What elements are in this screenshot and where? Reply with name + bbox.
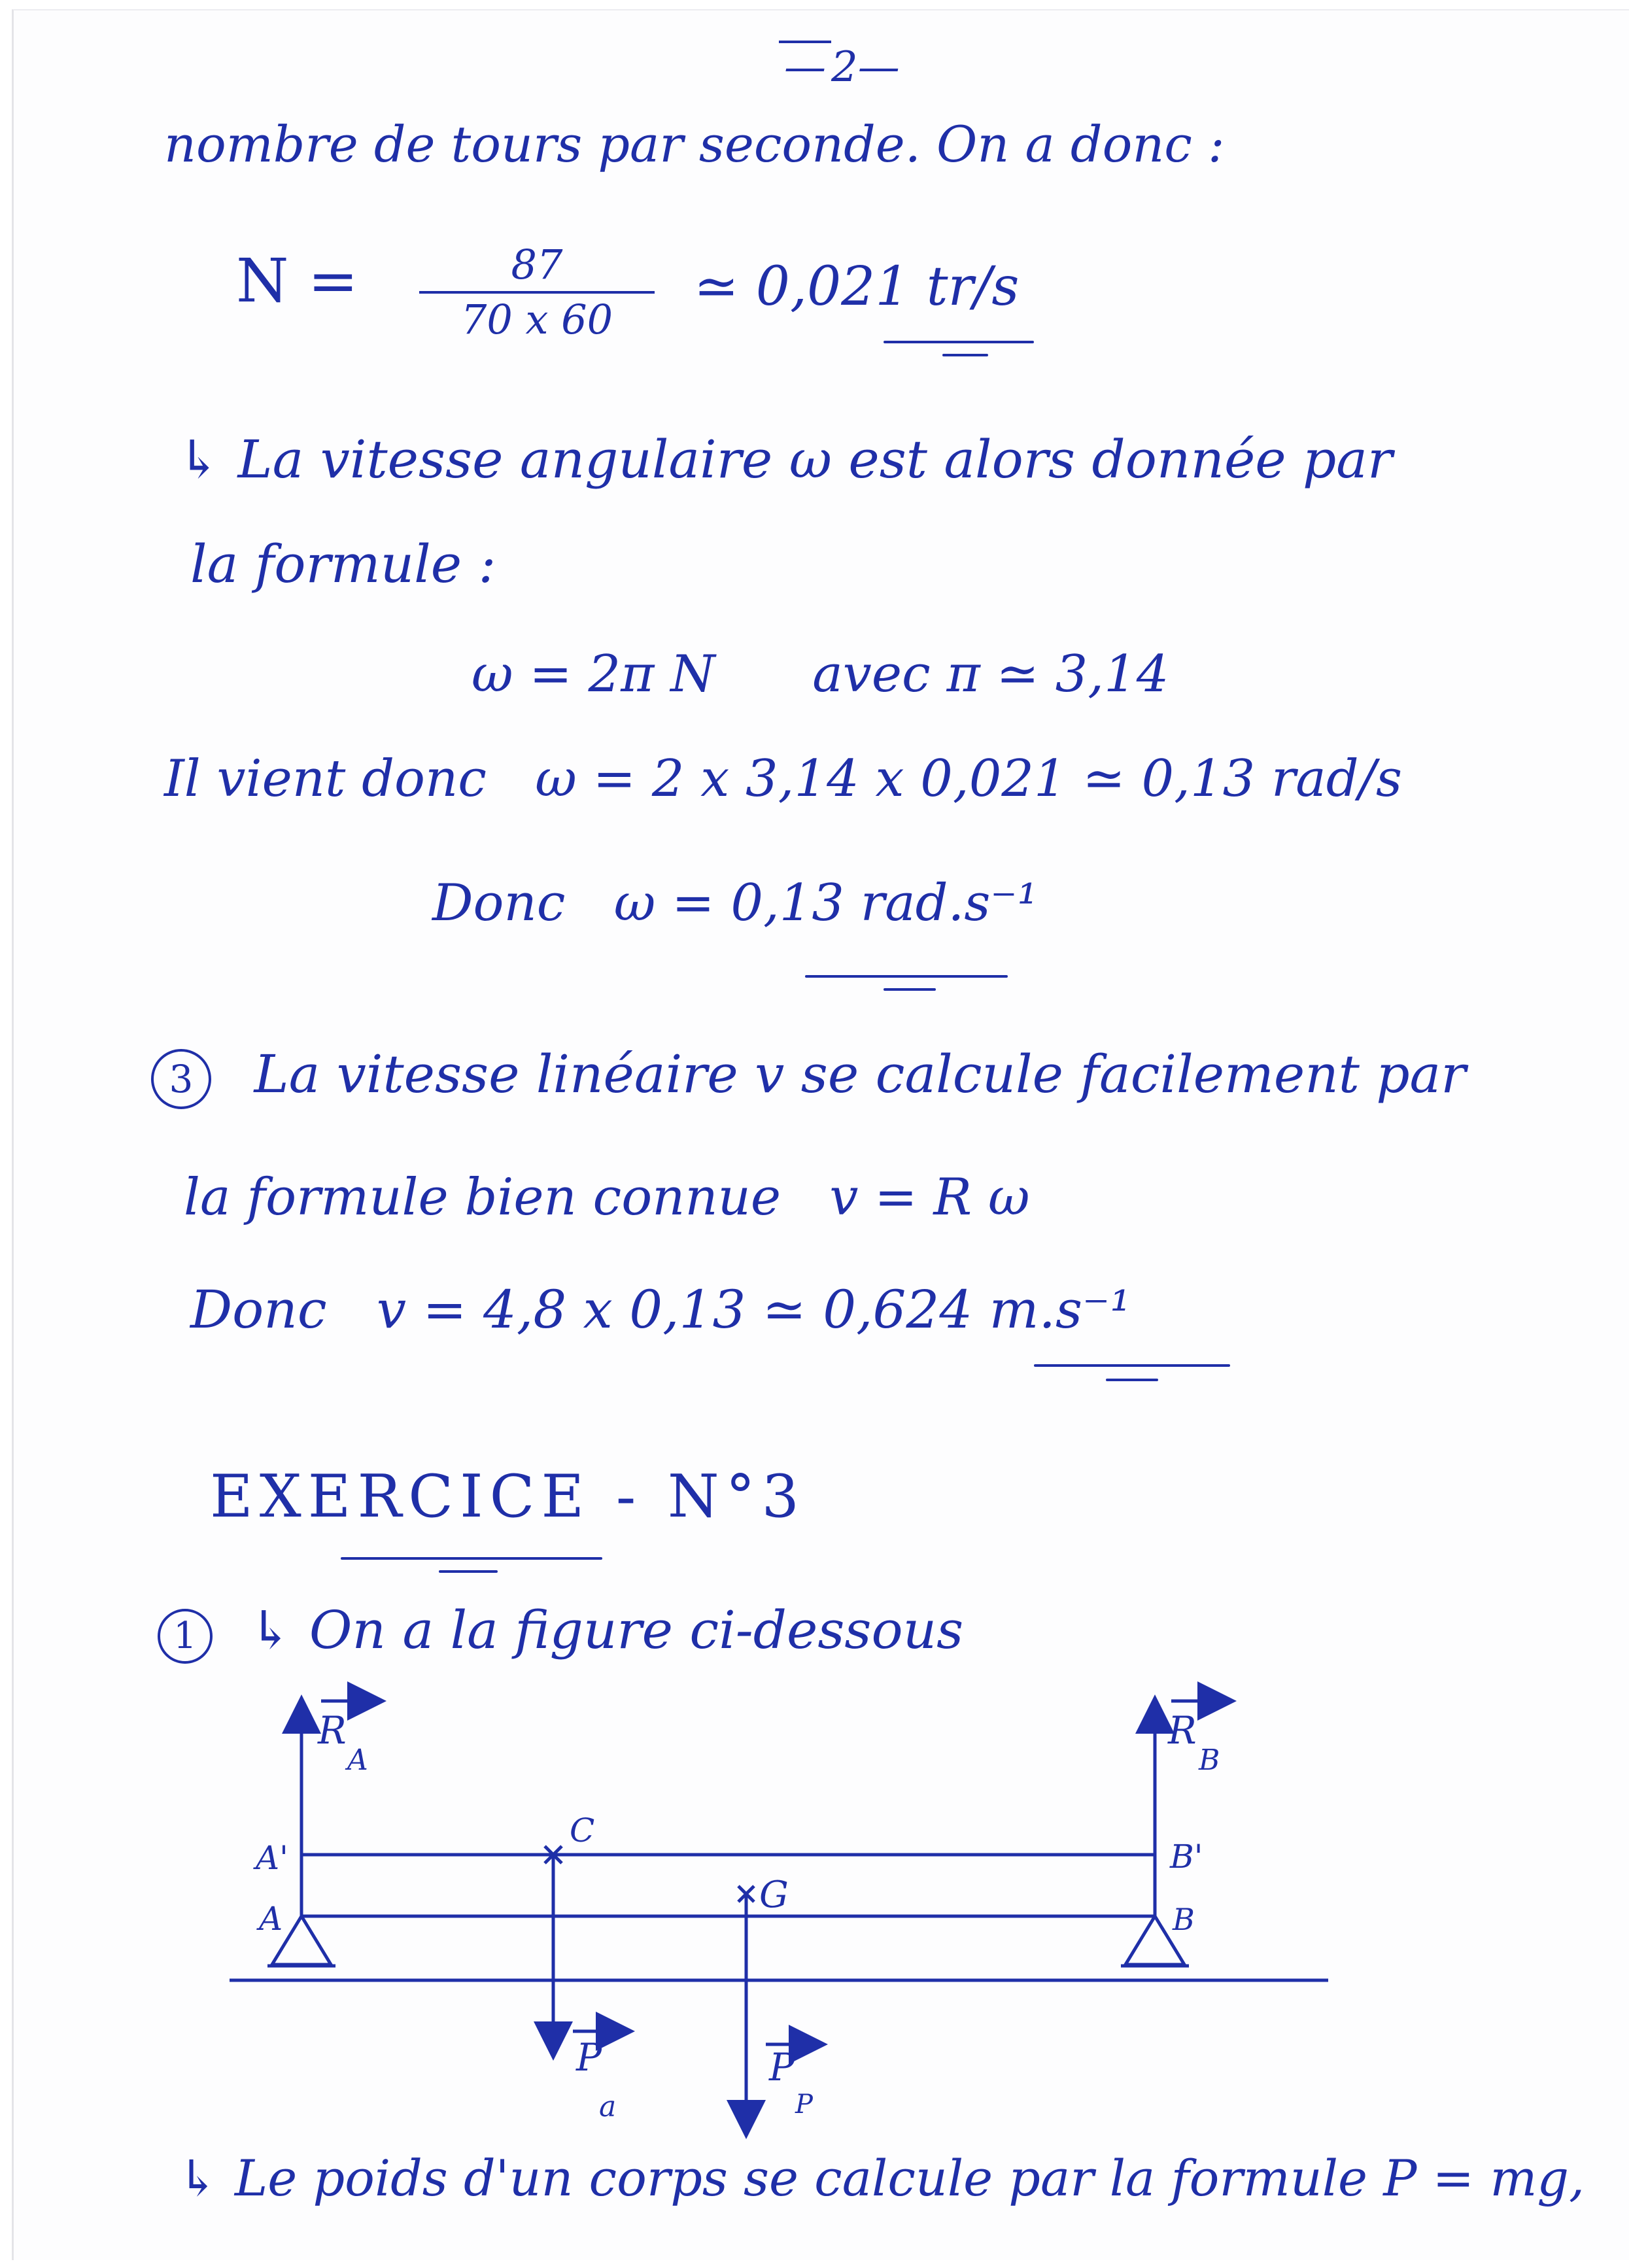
text-line-4: la formule : (190, 534, 496, 594)
text-line-7: Donc ω = 0,13 rad.s⁻¹ (432, 874, 1038, 933)
label-a: A (259, 1900, 283, 1938)
text-line-12: ↳ Le poids d'un corps se calcule par la formule P = mg, (177, 2149, 1585, 2207)
label-b: B (1173, 1902, 1195, 1937)
beam-figure (14, 10, 1629, 2260)
label-rb-sub: B (1199, 1744, 1220, 1777)
formula-n-result: ≃ 0,021 tr/s (694, 256, 1020, 318)
text-line-8-content: La vitesse linéaire v se calcule facilement par (254, 1044, 1466, 1105)
formula-omega: ω = 2π N avec π ≃ 3,14 (472, 645, 1169, 704)
formula-n-lhs: N = (236, 246, 358, 316)
text-line-9: la formule bien connue v = R ω (184, 1168, 1030, 1227)
label-ra: R (318, 1708, 347, 1753)
label-b-prime: B' (1170, 1838, 1203, 1876)
label-pa: P (576, 2035, 602, 2080)
label-g: G (759, 1874, 789, 1916)
exercise-title: EXERCICE - N°3 (210, 1462, 806, 1531)
text-line-10: Donc v = 4,8 x 0,13 ≃ 0,624 m.s⁻¹ (190, 1279, 1131, 1340)
label-a-prime: A' (256, 1839, 288, 1877)
label-ra-sub: A (347, 1744, 368, 1777)
page-number-value: 2 (831, 43, 858, 92)
label-c: C (570, 1812, 595, 1849)
question-number-3: 3 (151, 1049, 211, 1109)
label-pp: P (769, 2045, 795, 2089)
label-pa-sub: a (599, 2090, 617, 2123)
page-number: — 2— (779, 43, 900, 92)
formula-n-denominator: 70 x 60 (460, 296, 613, 344)
text-line-11-content: ↳ On a la figure ci-dessous (249, 1600, 964, 1660)
notebook-page (12, 9, 1629, 2260)
formula-n-numerator: 87 (511, 241, 563, 288)
label-pp-sub: P (795, 2089, 813, 2120)
text-line-6: Il vient donc ω = 2 x 3,14 x 0,021 ≃ 0,13 rad/s (164, 749, 1403, 808)
label-rb: R (1168, 1708, 1197, 1753)
text-line-3: ↳ La vitesse angulaire ω est alors donnée par (177, 429, 1393, 490)
question-number-1: 1 (158, 1609, 213, 1664)
text-line-1: nombre de tours par seconde. On a donc : (164, 115, 1225, 173)
